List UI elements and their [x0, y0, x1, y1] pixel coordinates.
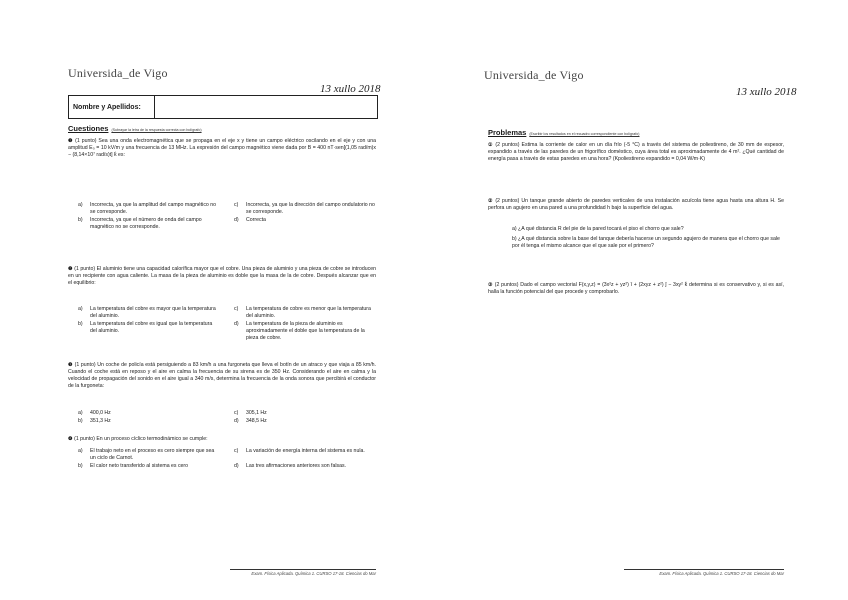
option-key: c) — [234, 306, 239, 312]
question-3-option-d[interactable] — [234, 418, 376, 425]
question-3-option-c[interactable] — [234, 410, 376, 417]
problem-2-part-a: a) ¿A qué distancia R del pie de la pared tocará el piso el chorro que sale? — [512, 226, 684, 232]
option-text: Incorrecta, ya que la dirección del campo ondulatorio no se corresponde. — [246, 202, 375, 215]
option-text: 305,1 Hz — [246, 410, 267, 416]
question-3-number: ❸ — [68, 362, 73, 368]
option-key: a) — [78, 448, 83, 454]
question-1-option-c[interactable] — [234, 202, 376, 216]
option-key: d) — [234, 417, 239, 424]
option-text: La temperatura del cobre es igual que la temperatura del aluminio. — [90, 320, 213, 334]
problemas-title — [488, 128, 639, 137]
option-key: c) — [234, 448, 239, 454]
question-4-number: ❹ — [68, 436, 73, 442]
question-3-text: (1 punto) Un coche de policía está persiguiendo a 83 km/h a una furgoneta que lleva el botín de un atraco y que viaja a 85 km/h. Cuando el coche está en reposo y el aire en calma la frecuencia de su sirena es de 350 Hz. Considerando el aire en calma y la velocidad de propagación del sonido en el aire igual a 340 m/s, determina la frecuencia de la onda sonora que percibirá el conductor de la furgoneta: — [68, 362, 376, 389]
question-3-options — [78, 410, 376, 425]
option-text: Las tres afirmaciones anteriores son falsas. — [246, 462, 347, 469]
question-1-option-d[interactable] — [234, 217, 376, 231]
question-4-option-d[interactable] — [234, 463, 376, 470]
question-2-option-c[interactable] — [234, 306, 376, 320]
question-2-options — [78, 306, 376, 342]
option-text: Correcta — [246, 216, 266, 223]
option-text: El calor neto transferido al sistema es cero — [90, 462, 189, 469]
option-key: d) — [234, 216, 239, 223]
name-input-area[interactable] — [155, 96, 377, 118]
option-text: Incorrecta, ya que la amplitud del campo magnético no se corresponde. — [90, 202, 217, 215]
option-text: 400,0 Hz — [90, 410, 111, 416]
option-text: La variación de energía interna del sistema es nula. — [246, 448, 365, 454]
question-4-options — [78, 448, 376, 470]
question-1-number: ❶ — [68, 138, 74, 144]
question-4-option-a[interactable] — [78, 448, 220, 462]
question-4-text: (1 punto) En un proceso cíclico termodinámico se cumple: — [74, 436, 208, 442]
option-key: b) — [78, 462, 83, 469]
option-text: La temperatura de la pieza de aluminio es aproximadamente el doble que la temperatura de la pieza de cobre. — [246, 320, 365, 341]
option-key: a) — [78, 410, 83, 416]
question-3-option-a[interactable] — [78, 410, 220, 417]
problem-3 — [488, 282, 784, 296]
option-key: b) — [78, 216, 83, 223]
question-2-option-b[interactable] — [78, 321, 220, 342]
question-3-option-b[interactable] — [78, 418, 220, 425]
footer-right: Exam. Física Aplicada. Química 1. CURSO 17-18. Ciencias do Mar — [624, 569, 784, 576]
question-1-options — [78, 202, 376, 231]
option-key: c) — [234, 202, 239, 208]
cuestiones-note: (Subrayar la letra de la respuesta correcta con bolígrafo) — [111, 128, 202, 132]
problem-2 — [488, 198, 784, 212]
question-2-number: ❷ — [68, 266, 73, 272]
option-key: c) — [234, 410, 239, 416]
question-1-option-a[interactable] — [78, 202, 220, 216]
problem-1 — [488, 142, 784, 163]
question-2 — [68, 266, 376, 287]
university-logo-left: Universida_de Vigo — [68, 66, 168, 80]
option-text: La temperatura del cobre es mayor que la temperatura del aluminio. — [90, 306, 216, 319]
option-key: b) — [78, 417, 83, 424]
option-key: d) — [234, 462, 239, 469]
name-field-box[interactable] — [68, 95, 378, 119]
question-1 — [68, 138, 376, 159]
problem-2-part-b: b) ¿A qué distancia sobre la base del tanque debería hacerse un segundo agujero de manera que el chorro que sale por él tenga el mismo alcance que el que sale por el primero? — [512, 236, 780, 249]
handwritten-date-right: 13 xullo 2018 — [736, 86, 797, 98]
option-text: 351,3 Hz — [90, 417, 111, 424]
cuestiones-title-text: Cuestiones — [68, 124, 109, 133]
question-4-option-b[interactable] — [78, 463, 220, 470]
option-text: Incorrecta, ya que el número de onda del campo magnético no se corresponde. — [90, 216, 202, 230]
cuestiones-title — [68, 124, 202, 133]
option-key: a) — [78, 202, 83, 208]
option-text: 348,5 Hz — [246, 417, 267, 424]
question-1-option-b[interactable] — [78, 217, 220, 231]
question-2-option-d[interactable] — [234, 321, 376, 342]
university-logo-right: Universida_de Vigo — [484, 68, 584, 82]
problem-3-text: (2 puntos) Dado el campo vectorial F(x,y,z) = (3x²z + yz²) î + (2xyz + z²) ĵ − 3xy² k̂ determina si es conservativo y, si es así, halla la función potencial del que procede y comprobarlo. — [488, 282, 785, 295]
question-4 — [68, 436, 376, 443]
problem-2-number: ② — [488, 198, 494, 204]
question-4-option-c[interactable] — [234, 448, 376, 462]
problem-1-text: (2 puntos) Estima la corriente de calor en un día frío (-5 °C) a través del sistema de poliestireno, de 30 mm de espesor, expandido a través de las paredes de un frigorífico doméstico, cuya área total es aproximadamente de 4 m². ¿Qué cantidad de energía pasa a través de estas paredes en una hora? (Kpoliestireno expandido = 0,04 W/m·K) — [488, 142, 784, 162]
footer-left: Exam. Física Aplicada. Química 1. CURSO 17-18. Ciencias do Mar — [230, 569, 376, 576]
option-text: La temperatura de cobre es menor que la temperatura del aluminio. — [246, 306, 371, 319]
option-key: d) — [234, 320, 239, 327]
question-2-text: (1 punto) El aluminio tiene una capacidad calorífica mayor que el cobre. Una pieza de aluminio y una pieza de cobre se introducen en un recipiente con agua caliente. La masa de la pieza de aluminio es doble que la masa de la de cobre. Después alcanzar que en el equilibrio: — [68, 266, 376, 286]
problem-2-text: (2 puntos) Un tanque grande abierto de paredes verticales de una instalación acuícola tiene agua hasta una altura H. Se perfora un agujero en una pared a una profundidad h bajo la superficie del agua. — [488, 198, 785, 211]
handwritten-date-left: 13 xullo 2018 — [320, 83, 381, 95]
problem-1-number: ① — [488, 142, 494, 148]
right-exam-page — [424, 0, 848, 600]
problem-3-number: ③ — [488, 282, 493, 288]
question-3 — [68, 362, 376, 390]
question-1-text: (1 punto) Sea una onda electromagnética que se propaga en el eje x y tiene un campo eléctrico oscilando en el eje y con una amplitud E₀ = 10 kV/m y una frecuencia de 13 MHz. La expresión del campo magnético viene dada por B = 400 nT·sen[(1,05 rad/m)x − (8,14×10⁷ rad/s)t] k̂ es: — [68, 138, 376, 158]
problemas-note: (Escribir los resultados en el recuadro correspondiente con bolígrafo) — [529, 132, 640, 136]
name-label: Nombre y Apellidos: — [69, 96, 155, 118]
option-text: El trabajo neto en el proceso es cero siempre que sea un ciclo de Carnot. — [90, 448, 215, 461]
option-key: a) — [78, 306, 83, 312]
option-key: b) — [78, 320, 83, 327]
problemas-title-text: Problemas — [488, 128, 527, 137]
question-2-option-a[interactable] — [78, 306, 220, 320]
